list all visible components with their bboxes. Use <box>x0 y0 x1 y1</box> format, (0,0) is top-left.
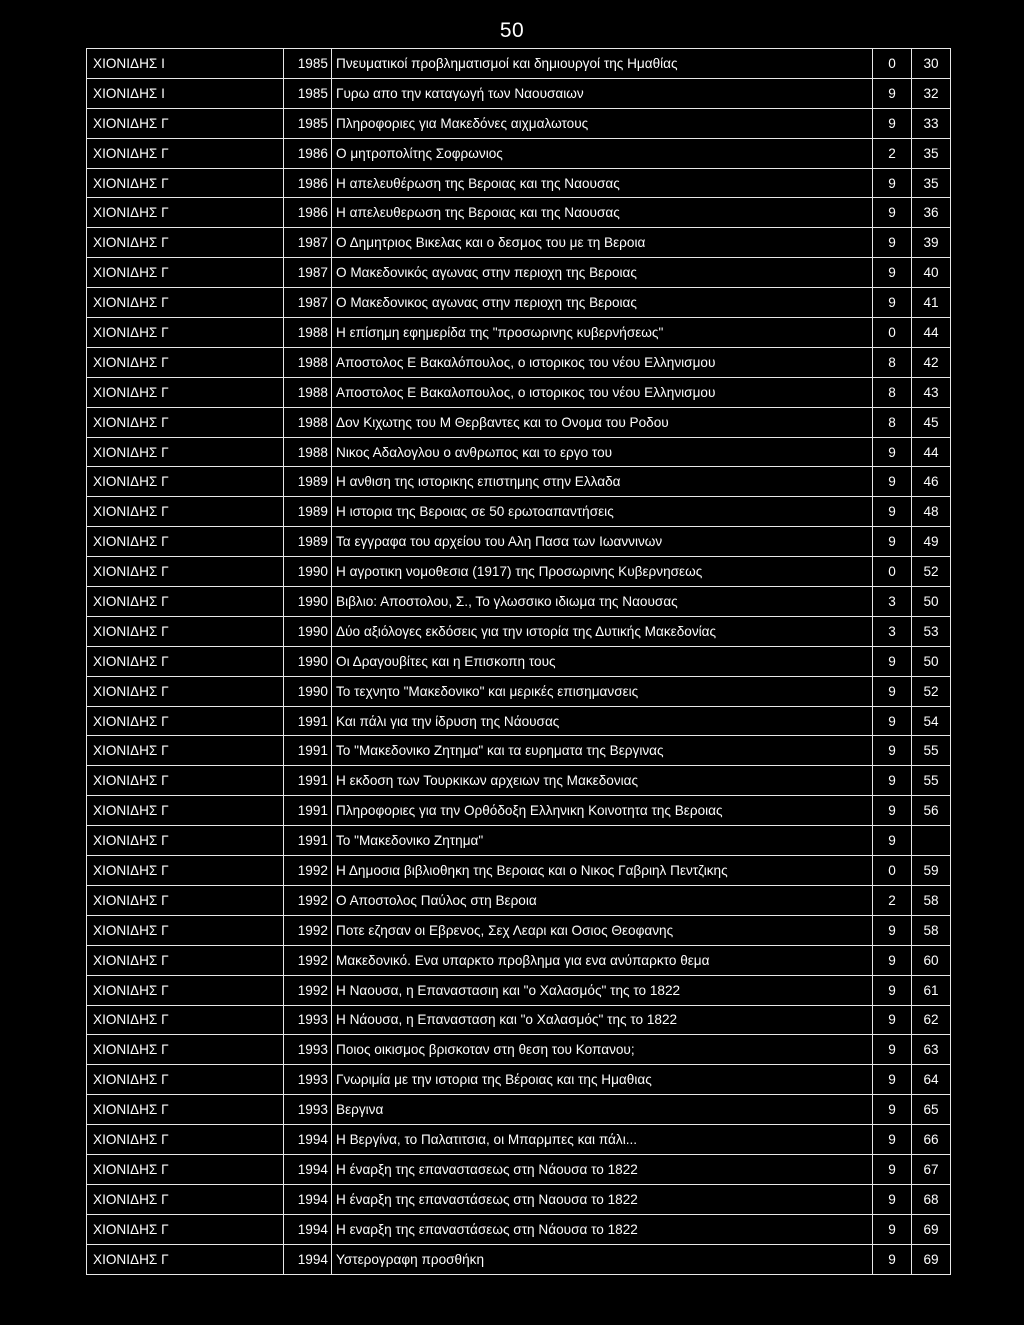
page-cell: 53 <box>912 616 951 646</box>
year-cell: 1987 <box>284 288 332 318</box>
year-cell: 1989 <box>284 467 332 497</box>
page-cell: 52 <box>912 676 951 706</box>
author-cell: ΧΙΟΝΙΔΗΣ Γ <box>87 616 284 646</box>
volume-cell: 9 <box>873 288 912 318</box>
table-row <box>87 945 951 975</box>
table-row <box>87 49 951 79</box>
title-cell: Η αγροτικη νομοθεσια (1917) της Προσωρινης Κυβερνησεως <box>332 557 873 587</box>
volume-cell: 9 <box>873 706 912 736</box>
table-row <box>87 646 951 676</box>
author-cell: ΧΙΟΝΙΔΗΣ Γ <box>87 736 284 766</box>
title-cell: Η έναρξη της επαναστασεως στη Νάουσα το 1822 <box>332 1154 873 1184</box>
page-cell: 63 <box>912 1035 951 1065</box>
table-row <box>87 1065 951 1095</box>
year-cell: 1988 <box>284 318 332 348</box>
table-row <box>87 108 951 138</box>
author-cell: ΧΙΟΝΙΔΗΣ Γ <box>87 467 284 497</box>
title-cell: Το τεχνητο "Μακεδονικο" και μερικές επισημανσεις <box>332 676 873 706</box>
volume-cell: 2 <box>873 138 912 168</box>
bibliography-table <box>86 48 951 1275</box>
table-row <box>87 826 951 856</box>
title-cell: Ο Μακεδονικός αγωνας στην περιοχη της Βεροιας <box>332 258 873 288</box>
volume-cell: 0 <box>873 318 912 348</box>
table-row <box>87 706 951 736</box>
page-cell: 61 <box>912 975 951 1005</box>
volume-cell: 9 <box>873 1065 912 1095</box>
volume-cell: 2 <box>873 885 912 915</box>
table-row <box>87 975 951 1005</box>
volume-cell: 9 <box>873 646 912 676</box>
table-row <box>87 437 951 467</box>
title-cell: Η ιστορια της Βεροιας σε 50 ερωτοαπαντήσεις <box>332 497 873 527</box>
author-cell: ΧΙΟΝΙΔΗΣ Γ <box>87 885 284 915</box>
bibliography-rows <box>87 49 951 1275</box>
author-cell: ΧΙΟΝΙΔΗΣ Γ <box>87 1005 284 1035</box>
volume-cell: 9 <box>873 1035 912 1065</box>
year-cell: 1994 <box>284 1184 332 1214</box>
table-row <box>87 1005 951 1035</box>
volume-cell: 9 <box>873 1125 912 1155</box>
author-cell: ΧΙΟΝΙΔΗΣ Γ <box>87 407 284 437</box>
year-cell: 1987 <box>284 258 332 288</box>
author-cell: ΧΙΟΝΙΔΗΣ Γ <box>87 587 284 617</box>
page-cell: 55 <box>912 736 951 766</box>
year-cell: 1990 <box>284 557 332 587</box>
page-cell: 48 <box>912 497 951 527</box>
year-cell: 1987 <box>284 228 332 258</box>
title-cell: Γνωριμία με την ιστορια της Βέροιας και της Ημαθιας <box>332 1065 873 1095</box>
author-cell: ΧΙΟΝΙΔΗΣ Γ <box>87 557 284 587</box>
title-cell: Η επίσημη εφημερίδα της "προσωρινης κυβερνήσεως" <box>332 318 873 348</box>
table-row <box>87 796 951 826</box>
author-cell: ΧΙΟΝΙΔΗΣ Γ <box>87 975 284 1005</box>
year-cell: 1992 <box>284 885 332 915</box>
table-row <box>87 258 951 288</box>
title-cell: Η Νάουσα, η Επανασταση και "ο Χαλασμός" της το 1822 <box>332 1005 873 1035</box>
table-row <box>87 78 951 108</box>
table-row <box>87 1035 951 1065</box>
table-row <box>87 1125 951 1155</box>
author-cell: ΧΙΟΝΙΔΗΣ Ι <box>87 49 284 79</box>
page-cell: 49 <box>912 527 951 557</box>
page-cell: 50 <box>912 646 951 676</box>
table-row <box>87 318 951 348</box>
title-cell: Ο Μακεδονικος αγωνας στην περιοχη της Βεροιας <box>332 288 873 318</box>
page-cell: 52 <box>912 557 951 587</box>
year-cell: 1990 <box>284 587 332 617</box>
year-cell: 1988 <box>284 347 332 377</box>
page-cell: 40 <box>912 258 951 288</box>
volume-cell: 9 <box>873 796 912 826</box>
title-cell: Ποτε εζησαν οι Εβρενος, Σεχ Λεαρι και Οσιος Θεοφανης <box>332 915 873 945</box>
table-row <box>87 616 951 646</box>
year-cell: 1985 <box>284 78 332 108</box>
table-row <box>87 1095 951 1125</box>
volume-cell: 8 <box>873 347 912 377</box>
table-row <box>87 557 951 587</box>
title-cell: Και πάλι για την ίδρυση της Νάουσας <box>332 706 873 736</box>
title-cell: Η έναρξη της επαναστάσεως στη Ναουσα το 1822 <box>332 1184 873 1214</box>
page-cell: 56 <box>912 796 951 826</box>
year-cell: 1991 <box>284 796 332 826</box>
author-cell: ΧΙΟΝΙΔΗΣ Γ <box>87 168 284 198</box>
author-cell: ΧΙΟΝΙΔΗΣ Γ <box>87 198 284 228</box>
page-cell: 44 <box>912 318 951 348</box>
year-cell: 1990 <box>284 646 332 676</box>
volume-cell: 8 <box>873 377 912 407</box>
volume-cell: 9 <box>873 78 912 108</box>
volume-cell: 9 <box>873 108 912 138</box>
volume-cell: 9 <box>873 527 912 557</box>
author-cell: ΧΙΟΝΙΔΗΣ Γ <box>87 1095 284 1125</box>
volume-cell: 9 <box>873 437 912 467</box>
volume-cell: 9 <box>873 676 912 706</box>
page-cell: 32 <box>912 78 951 108</box>
title-cell: Ο μητροπολίτης Σοφρωνιος <box>332 138 873 168</box>
title-cell: Η εκδοση των Τουρκικων αρχειων της Μακεδονιας <box>332 766 873 796</box>
author-cell: ΧΙΟΝΙΔΗΣ Γ <box>87 497 284 527</box>
author-cell: ΧΙΟΝΙΔΗΣ Γ <box>87 228 284 258</box>
author-cell: ΧΙΟΝΙΔΗΣ Γ <box>87 766 284 796</box>
page-cell <box>912 826 951 856</box>
volume-cell: 9 <box>873 1005 912 1035</box>
title-cell: Δον Κιχωτης του Μ Θερβαντες και το Ονομα του Ροδου <box>332 407 873 437</box>
year-cell: 1992 <box>284 856 332 886</box>
year-cell: 1990 <box>284 616 332 646</box>
table-row <box>87 527 951 557</box>
page-cell: 50 <box>912 587 951 617</box>
page-cell: 41 <box>912 288 951 318</box>
page-cell: 54 <box>912 706 951 736</box>
year-cell: 1992 <box>284 975 332 1005</box>
page-cell: 39 <box>912 228 951 258</box>
page-number: 50 <box>499 19 525 42</box>
author-cell: ΧΙΟΝΙΔΗΣ Γ <box>87 646 284 676</box>
page-cell: 43 <box>912 377 951 407</box>
year-cell: 1994 <box>284 1125 332 1155</box>
volume-cell: 9 <box>873 467 912 497</box>
volume-cell: 9 <box>873 1244 912 1274</box>
title-cell: Νικος Αδαλογλου ο ανθρωπος και το εργο του <box>332 437 873 467</box>
author-cell: ΧΙΟΝΙΔΗΣ Γ <box>87 945 284 975</box>
author-cell: ΧΙΟΝΙΔΗΣ Γ <box>87 1065 284 1095</box>
author-cell: ΧΙΟΝΙΔΗΣ Γ <box>87 1154 284 1184</box>
title-cell: Ποιος οικισμος βρισκοταν στη θεση του Κοπανου; <box>332 1035 873 1065</box>
year-cell: 1994 <box>284 1154 332 1184</box>
table-row <box>87 1154 951 1184</box>
table-row <box>87 1214 951 1244</box>
title-cell: Μακεδονικό. Ενα υπαρκτο προβλημα για ενα ανύπαρκτο θεμα <box>332 945 873 975</box>
title-cell: Η εναρξη της επαναστάσεως στη Νάουσα το 1822 <box>332 1214 873 1244</box>
volume-cell: 3 <box>873 616 912 646</box>
author-cell: ΧΙΟΝΙΔΗΣ Γ <box>87 796 284 826</box>
title-cell: Πληροφοριες για την Ορθόδοξη Ελληνικη Κοινοτητα της Βεροιας <box>332 796 873 826</box>
title-cell: Βεργινα <box>332 1095 873 1125</box>
volume-cell: 9 <box>873 168 912 198</box>
year-cell: 1993 <box>284 1005 332 1035</box>
title-cell: Πνευματικοί προβληματισμοί και δημιουργοί της Ημαθίας <box>332 49 873 79</box>
title-cell: Οι Δραγουβίτες και η Επισκοπη τους <box>332 646 873 676</box>
year-cell: 1991 <box>284 766 332 796</box>
year-cell: 1988 <box>284 437 332 467</box>
volume-cell: 0 <box>873 557 912 587</box>
volume-cell: 9 <box>873 766 912 796</box>
author-cell: ΧΙΟΝΙΔΗΣ Γ <box>87 1035 284 1065</box>
table-row <box>87 676 951 706</box>
table-row <box>87 377 951 407</box>
year-cell: 1985 <box>284 108 332 138</box>
table-row <box>87 856 951 886</box>
author-cell: ΧΙΟΝΙΔΗΣ Γ <box>87 676 284 706</box>
page-cell: 36 <box>912 198 951 228</box>
page-cell: 42 <box>912 347 951 377</box>
title-cell: Η απελευθερωση της Βεροιας και της Ναουσας <box>332 198 873 228</box>
page-cell: 35 <box>912 168 951 198</box>
page-cell: 60 <box>912 945 951 975</box>
table-row <box>87 138 951 168</box>
author-cell: ΧΙΟΝΙΔΗΣ Γ <box>87 1244 284 1274</box>
year-cell: 1992 <box>284 915 332 945</box>
volume-cell: 8 <box>873 407 912 437</box>
title-cell: Δύο αξιόλογες εκδόσεις για την ιστορία της Δυτικής Μακεδονίας <box>332 616 873 646</box>
volume-cell: 9 <box>873 736 912 766</box>
page-cell: 69 <box>912 1244 951 1274</box>
year-cell: 1993 <box>284 1095 332 1125</box>
year-cell: 1991 <box>284 826 332 856</box>
page-cell: 64 <box>912 1065 951 1095</box>
page-cell: 62 <box>912 1005 951 1035</box>
volume-cell: 9 <box>873 497 912 527</box>
year-cell: 1992 <box>284 945 332 975</box>
page-cell: 35 <box>912 138 951 168</box>
table-row <box>87 766 951 796</box>
author-cell: ΧΙΟΝΙΔΗΣ Γ <box>87 915 284 945</box>
table-row <box>87 168 951 198</box>
page-cell: 66 <box>912 1125 951 1155</box>
volume-cell: 9 <box>873 945 912 975</box>
volume-cell: 3 <box>873 587 912 617</box>
title-cell: Το "Μακεδονικο Ζητημα" <box>332 826 873 856</box>
author-cell: ΧΙΟΝΙΔΗΣ Γ <box>87 706 284 736</box>
title-cell: Η απελευθέρωση της Βεροιας και της Ναουσας <box>332 168 873 198</box>
page-cell: 68 <box>912 1184 951 1214</box>
table-row <box>87 347 951 377</box>
volume-cell: 9 <box>873 1214 912 1244</box>
table-row <box>87 407 951 437</box>
table-row <box>87 587 951 617</box>
table-row <box>87 885 951 915</box>
table-row <box>87 1184 951 1214</box>
volume-cell: 9 <box>873 258 912 288</box>
page-cell: 65 <box>912 1095 951 1125</box>
year-cell: 1986 <box>284 138 332 168</box>
title-cell: Το "Μακεδονικο Ζητημα" και τα ευρηματα της Βεργινας <box>332 736 873 766</box>
page-cell: 59 <box>912 856 951 886</box>
volume-cell: 9 <box>873 1184 912 1214</box>
page-cell: 67 <box>912 1154 951 1184</box>
year-cell: 1994 <box>284 1214 332 1244</box>
author-cell: ΧΙΟΝΙΔΗΣ Γ <box>87 826 284 856</box>
title-cell: Τα εγγραφα του αρχείου του Αλη Πασα των Ιωαννινων <box>332 527 873 557</box>
year-cell: 1986 <box>284 198 332 228</box>
author-cell: ΧΙΟΝΙΔΗΣ Γ <box>87 258 284 288</box>
volume-cell: 9 <box>873 228 912 258</box>
title-cell: Η Βεργίνα, το Παλατιτσια, οι Μπαρμπες και πάλι... <box>332 1125 873 1155</box>
title-cell: Πληροφοριες για Μακεδόνες αιχμαλωτους <box>332 108 873 138</box>
volume-cell: 9 <box>873 1095 912 1125</box>
volume-cell: 9 <box>873 975 912 1005</box>
page-cell: 58 <box>912 915 951 945</box>
volume-cell: 9 <box>873 198 912 228</box>
page-cell: 45 <box>912 407 951 437</box>
title-cell: Αποστολος Ε Βακαλοπουλος, ο ιστορικος του νέου Ελληνισμου <box>332 377 873 407</box>
title-cell: Υστερογραφη προσθήκη <box>332 1244 873 1274</box>
author-cell: ΧΙΟΝΙΔΗΣ Γ <box>87 1125 284 1155</box>
table-row <box>87 497 951 527</box>
volume-cell: 9 <box>873 1154 912 1184</box>
table-row <box>87 736 951 766</box>
year-cell: 1988 <box>284 407 332 437</box>
year-cell: 1993 <box>284 1065 332 1095</box>
year-cell: 1990 <box>284 676 332 706</box>
page-cell: 69 <box>912 1214 951 1244</box>
volume-cell: 9 <box>873 826 912 856</box>
table-row <box>87 288 951 318</box>
year-cell: 1986 <box>284 168 332 198</box>
page-cell: 30 <box>912 49 951 79</box>
table-row <box>87 467 951 497</box>
table-row <box>87 1244 951 1274</box>
table-row <box>87 198 951 228</box>
author-cell: ΧΙΟΝΙΔΗΣ Ι <box>87 78 284 108</box>
year-cell: 1989 <box>284 527 332 557</box>
page-cell: 44 <box>912 437 951 467</box>
author-cell: ΧΙΟΝΙΔΗΣ Γ <box>87 437 284 467</box>
author-cell: ΧΙΟΝΙΔΗΣ Γ <box>87 288 284 318</box>
author-cell: ΧΙΟΝΙΔΗΣ Γ <box>87 1214 284 1244</box>
author-cell: ΧΙΟΝΙΔΗΣ Γ <box>87 138 284 168</box>
title-cell: Η Ναουσα, η Επαναστασιη και "ο Χαλασμός" της το 1822 <box>332 975 873 1005</box>
author-cell: ΧΙΟΝΙΔΗΣ Γ <box>87 377 284 407</box>
author-cell: ΧΙΟΝΙΔΗΣ Γ <box>87 1184 284 1214</box>
title-cell: Βιβλιο: Αποστολου, Σ., Το γλωσσικο ιδιωμα της Ναουσας <box>332 587 873 617</box>
title-cell: Αποστολος Ε Βακαλόπουλος, ο ιστορικος του νέου Ελληνισμου <box>332 347 873 377</box>
table-row <box>87 915 951 945</box>
page-cell: 33 <box>912 108 951 138</box>
title-cell: Η ανθιση της ιστορικης επιστημης στην Ελλαδα <box>332 467 873 497</box>
year-cell: 1985 <box>284 49 332 79</box>
year-cell: 1991 <box>284 736 332 766</box>
year-cell: 1993 <box>284 1035 332 1065</box>
title-cell: Ο Δημητριος Βικελας και ο δεσμος του με τη Βεροια <box>332 228 873 258</box>
author-cell: ΧΙΟΝΙΔΗΣ Γ <box>87 856 284 886</box>
page-cell: 55 <box>912 766 951 796</box>
title-cell: Γυρω απο την καταγωγή των Ναουσαιων <box>332 78 873 108</box>
author-cell: ΧΙΟΝΙΔΗΣ Γ <box>87 108 284 138</box>
volume-cell: 9 <box>873 915 912 945</box>
author-cell: ΧΙΟΝΙΔΗΣ Γ <box>87 527 284 557</box>
table-row <box>87 228 951 258</box>
page-cell: 46 <box>912 467 951 497</box>
volume-cell: 0 <box>873 856 912 886</box>
year-cell: 1994 <box>284 1244 332 1274</box>
title-cell: Ο Αποστολος Παύλος στη Βεροια <box>332 885 873 915</box>
page-cell: 58 <box>912 885 951 915</box>
author-cell: ΧΙΟΝΙΔΗΣ Γ <box>87 318 284 348</box>
year-cell: 1991 <box>284 706 332 736</box>
title-cell: Η Δημοσια βιβλιοθηκη της Βεροιας και ο Νικος Γαβριηλ Πεντζικης <box>332 856 873 886</box>
volume-cell: 0 <box>873 49 912 79</box>
author-cell: ΧΙΟΝΙΔΗΣ Γ <box>87 347 284 377</box>
year-cell: 1988 <box>284 377 332 407</box>
year-cell: 1989 <box>284 497 332 527</box>
